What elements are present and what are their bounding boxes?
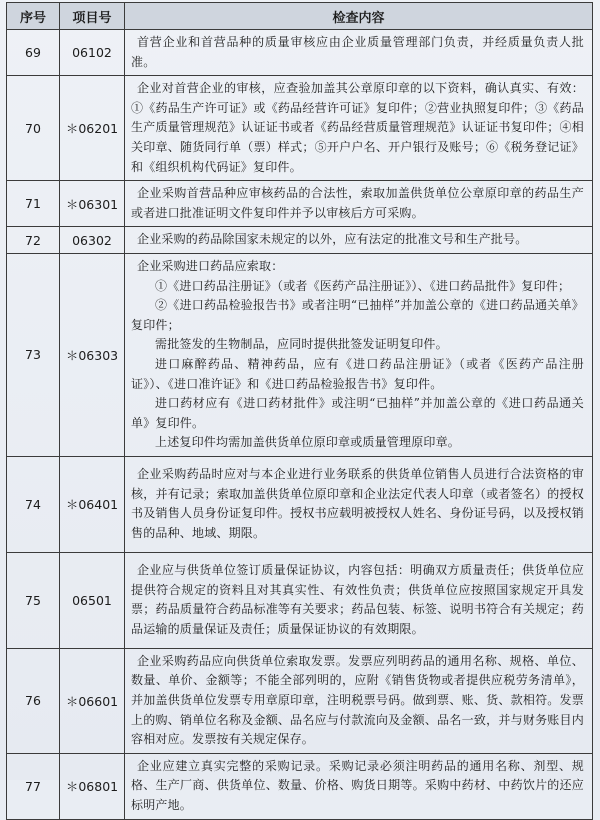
header-content: 检查内容 xyxy=(125,3,593,30)
row-seq: 69 xyxy=(7,30,60,76)
content-paragraph: 企业采购的药品除国家未规定的以外，应有法定的批准文号和生产批号。 xyxy=(137,232,528,247)
row-seq: 77 xyxy=(7,753,60,819)
content-paragraph: ②《进口药品检验报告书》或者注明“已抽样”并加盖公章的《进口药品通关单》复印件； xyxy=(131,298,584,332)
row-code: ＊06303 xyxy=(60,253,125,456)
row-content xyxy=(125,30,593,76)
table-row xyxy=(7,648,593,753)
row-content xyxy=(125,227,593,254)
row-seq: 75 xyxy=(7,552,60,648)
row-seq: 76 xyxy=(7,648,60,753)
row-seq: 70 xyxy=(7,76,60,181)
content-paragraph: 企业采购药品时应对与本企业进行业务联系的供货单位销售人员进行合法资格的审核，并有记录；索取加盖供货单位原印章和企业法定代表人印章（或者签名）的授权书及销售人员身份证复印件。授权书应载明被授权人姓名、身份证号码，以及授权销售的品种、地域、期限。 xyxy=(131,467,584,540)
content-paragraph: 企业应与供货单位签订质量保证协议，内容包括：明确双方质量责任；供货单位应提供符合规定的资料且对其真实性、有效性负责；供货单位应按照国家规定开具发票；药品质量符合药品标准等有关要求；药品包装、标签、说明书符合有关规定；药品运输的质量保证及责任；质量保证协议的有效期限。 xyxy=(131,563,584,636)
content-paragraph: 进口药材应有《进口药材批件》或注明“已抽样”并加盖公章的《进口药品通关单》复印件。 xyxy=(131,396,584,430)
row-content xyxy=(125,181,593,227)
content-paragraph: 企业采购药品应向供货单位索取发票。发票应列明药品的通用名称、规格、单位、数量、单价、金额等；不能全部列明的，应附《销售货物或者提供应税劳务清单》，并加盖供货单位发票专用章原印章，注明税票号码。做到票、账、货、款相符。发票上的购、销单位名称及金额、品名应与付款流向及金额、品名一致，并与财务账目内容相对应。发票按有关规定保存。 xyxy=(131,653,584,747)
header-seq: 序号 xyxy=(7,3,60,30)
header-code: 项目号 xyxy=(60,3,125,30)
row-seq: 71 xyxy=(7,181,60,227)
row-content xyxy=(125,253,593,456)
row-code: ＊06301 xyxy=(60,181,125,227)
row-code: ＊06201 xyxy=(60,76,125,181)
table-row xyxy=(7,552,593,648)
table-row xyxy=(7,76,593,181)
row-content xyxy=(125,456,593,552)
table-row xyxy=(7,753,593,819)
row-code: ＊06401 xyxy=(60,456,125,552)
row-seq: 73 xyxy=(7,253,60,456)
content-paragraph: 企业采购进口药品应索取： xyxy=(137,258,284,273)
content-paragraph: 进口麻醉药品、精神药品，应有《进口药品注册证》（或者《医药产品注册证》）、《进口准许证》和《进口药品检验报告书》复印件。 xyxy=(131,356,584,391)
content-paragraph: 企业应建立真实完整的采购记录。采购记录必须注明药品的通用名称、剂型、规格、生产厂商、供货单位、数量、价格、购货日期等。采购中药材、中药饮片的还应标明产地。 xyxy=(131,758,584,813)
table-row xyxy=(7,253,593,456)
row-code: ＊06801 xyxy=(60,753,125,819)
content-paragraph: ①《进口药品注册证》（或者《医药产品注册证》）、《进口药品批件》复印件； xyxy=(155,278,571,293)
table-row xyxy=(7,456,593,552)
content-paragraph: 企业对首营企业的审核，应查验加盖其公章原印章的以下资料，确认真实、有效：①《药品生产许可证》或《药品经营许可证》复印件；②营业执照复印件；③《药品生产质量管理规范》认证证书或者《药品经营质量管理规范》认证证书复印件；④相关印章、随货同行单（票）样式；⑤开户户名、开户银行及账号；⑥《税务登记证》和《组织机构代码证》复印件。 xyxy=(131,81,584,174)
row-code: 06302 xyxy=(60,227,125,254)
row-code: 06102 xyxy=(60,30,125,76)
row-seq: 72 xyxy=(7,227,60,254)
row-content xyxy=(125,648,593,753)
content-paragraph: 需批签发的生物制品，应同时提供批签发证明复印件。 xyxy=(155,337,448,352)
table-row xyxy=(7,227,593,254)
content-paragraph: 首营企业和首营品种的质量审核应由企业质量管理部门负责，并经质量负责人批准。 xyxy=(131,35,584,69)
content-paragraph: 上述复印件均需加盖供货单位原印章或质量管理原印章。 xyxy=(155,435,461,450)
header-row xyxy=(7,3,593,30)
row-content xyxy=(125,76,593,181)
row-content xyxy=(125,552,593,648)
row-seq: 74 xyxy=(7,456,60,552)
inspection-table xyxy=(6,2,593,820)
row-content xyxy=(125,753,593,819)
row-code: ＊06601 xyxy=(60,648,125,753)
content-paragraph: 企业采购首营品种应审核药品的合法性，索取加盖供货单位公章原印章的药品生产或者进口批准证明文件复印件并予以审核后方可采购。 xyxy=(131,186,584,220)
table-row xyxy=(7,181,593,227)
table-row xyxy=(7,30,593,76)
row-code: 06501 xyxy=(60,552,125,648)
